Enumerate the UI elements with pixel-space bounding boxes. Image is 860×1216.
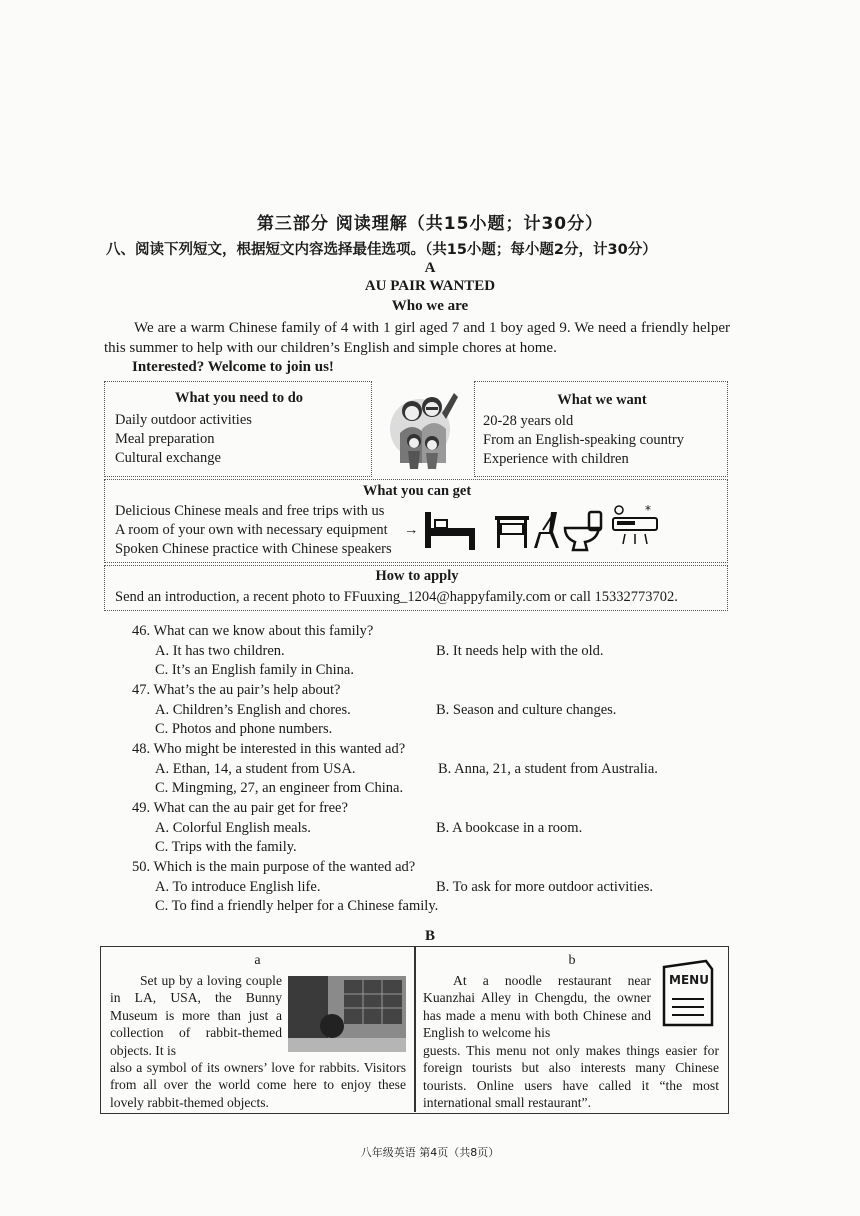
get-heading: What you can get (362, 483, 472, 499)
column-a-text-bottom: also a symbol of its owners’ love for rabbits. Visitors from all over the world come here to enjoy these lovely rabbit-themed objects. (110, 1060, 406, 1110)
svg-text:*: * (645, 504, 651, 517)
column-b-text-bottom: guests. This menu not only makes things easier for foreign tourists but also interests many Chinese tourists. Online users have called it “the most international small restaurant”. (423, 1043, 719, 1111)
option-b: B. Anna, 21, a student from Australia. (438, 761, 658, 777)
option-b: B. A bookcase in a room. (436, 820, 583, 836)
want-item: 20-28 years old (483, 413, 574, 429)
want-item: Experience with children (483, 451, 629, 467)
bed-icon (421, 508, 481, 552)
section-title: 第三部分 阅读理解（共15小题；计30分） (256, 214, 604, 234)
column-a-text-top: Set up by a loving couple in LA, USA, the Bunny Museum is more than just a collection of rabbit-themed objects. It is (110, 973, 282, 1058)
option-a: A. Ethan, 14, a student from USA. (155, 761, 356, 777)
family-illustration (382, 383, 464, 475)
column-b-text-top: At a noodle restaurant near Kuanzhai Alley in Chengdu, the owner has made a menu with both Chinese and English to welcome his (423, 973, 651, 1041)
question-stem: 47. What’s the au pair’s help about? (132, 682, 341, 698)
passage-a-title: AU PAIR WANTED (364, 278, 496, 294)
question-stem: 50. Which is the main purpose of the wanted ad? (132, 859, 416, 875)
passage-b-label: B (424, 928, 435, 944)
option-c: C. Mingming, 27, an engineer from China. (155, 780, 404, 796)
need-box (104, 381, 372, 477)
need-heading: What you need to do (174, 390, 304, 406)
question-stem: 46. What can we know about this family? (132, 623, 374, 639)
get-item: Spoken Chinese practice with Chinese speakers (115, 541, 392, 557)
option-b: B. Season and culture changes. (436, 702, 617, 718)
apply-heading: How to apply (375, 568, 459, 584)
question-stem: 48. Who might be interested in this wanted ad? (132, 741, 406, 757)
section-instruction: 八、阅读下列短文，根据短文内容选择最佳选项。（共15小题；每小题2分，计30分） (106, 242, 657, 258)
need-item: Meal preparation (115, 431, 215, 447)
option-c: C. Photos and phone numbers. (155, 721, 333, 737)
passage-a-label: A (424, 260, 436, 276)
option-a: A. Children’s English and chores. (155, 702, 351, 718)
menu-sign: MENU (669, 973, 709, 987)
menu-icon (658, 959, 718, 1029)
option-b: B. To ask for more outdoor activities. (436, 879, 653, 895)
air-conditioner-icon (611, 504, 661, 550)
desk-icon (493, 510, 531, 550)
option-c: C. It’s an English family in China. (155, 662, 354, 678)
arrow-icon: → (404, 522, 419, 538)
column-divider (414, 947, 416, 1112)
need-item: Daily outdoor activities (115, 412, 252, 428)
column-b-label: b (568, 953, 576, 968)
page-footer: 八年级英语 第4页（共8页） (360, 1146, 500, 1159)
need-item: Cultural exchange (115, 450, 221, 466)
get-item: Delicious Chinese meals and free trips with us (115, 503, 385, 519)
passage-a-intro: We are a warm Chinese family of 4 with 1 girl aged 7 and 1 boy aged 9. We need a friendly helper this summer to help with our children’s English and simple chores at home. (104, 320, 730, 356)
option-b: B. It needs help with the old. (436, 643, 604, 659)
bunny-museum-photo (288, 976, 406, 1052)
want-box (474, 381, 728, 477)
option-a: A. Colorful English meals. (155, 820, 311, 836)
passage-b-frame (100, 946, 729, 1114)
question-stem: 49. What can the au pair get for free? (132, 800, 348, 816)
option-c: C. To find a friendly helper for a Chinese family. (155, 898, 439, 914)
call-to-action: Interested? Welcome to join us! (132, 359, 334, 375)
option-a: A. To introduce English life. (155, 879, 321, 895)
toilet-icon (561, 510, 605, 552)
column-a-label: a (254, 953, 261, 968)
want-item: From an English-speaking country (483, 432, 684, 448)
apply-text: Send an introduction, a recent photo to FFuuxing_1204@happyfamily.com or call 15332773702. (115, 589, 678, 605)
get-box (104, 479, 728, 563)
option-c: C. Trips with the family. (155, 839, 297, 855)
passage-a-subtitle: Who we are (391, 298, 469, 314)
get-item: A room of your own with necessary equipment (115, 522, 388, 538)
chair-icon (531, 508, 563, 552)
option-a: A. It has two children. (155, 643, 285, 659)
apply-box (104, 565, 728, 611)
want-heading: What we want (557, 392, 647, 408)
